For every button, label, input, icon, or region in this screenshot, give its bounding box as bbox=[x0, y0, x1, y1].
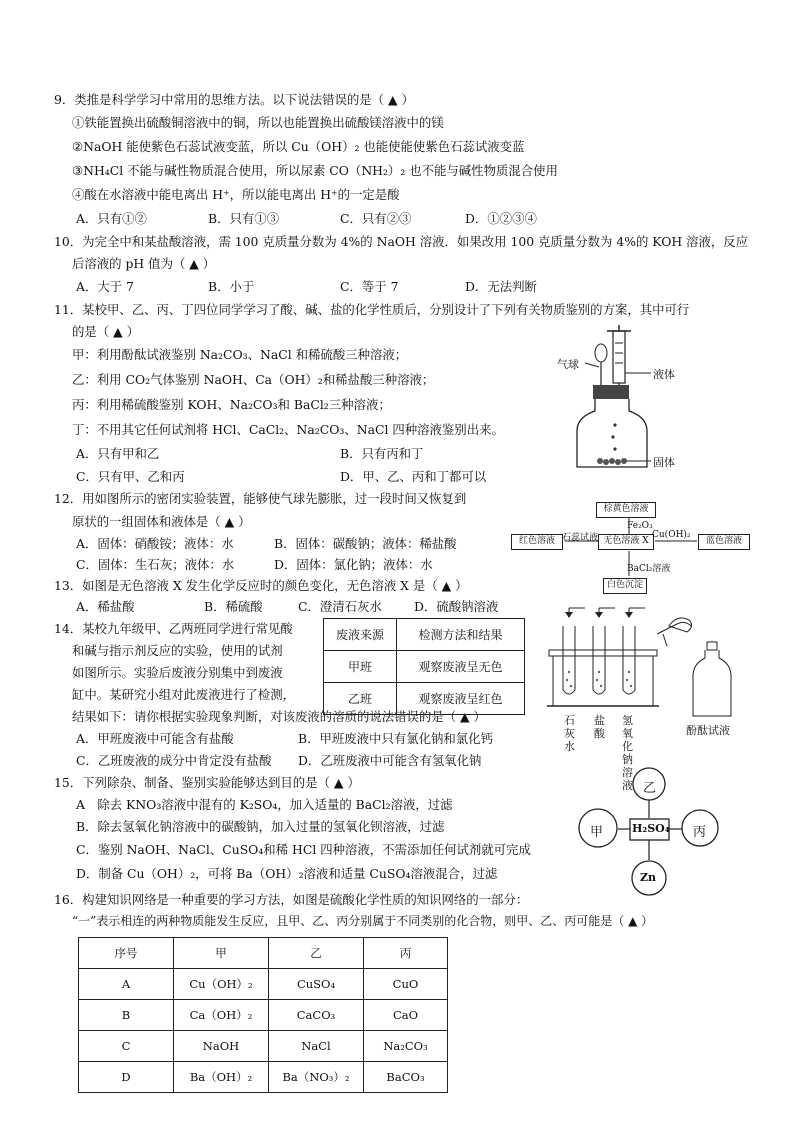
q11-option-c: C．只有甲、乙和丙 bbox=[76, 469, 185, 484]
q9-option-b: B．只有①③ bbox=[208, 211, 280, 226]
table-row bbox=[79, 1062, 448, 1093]
table-cell: Cu（OH）₂ bbox=[174, 969, 269, 1000]
q15-option-a: A 除去 KNO₃溶液中混有的 K₂SO₄，加入适量的 BaCl₂溶液，过滤 bbox=[76, 797, 453, 812]
q9-statement-1: ①铁能置换出硫酸铜溶液中的铜，所以也能置换出硫酸镁溶液中的镁 bbox=[72, 115, 444, 130]
table-cell: BaCO₃ bbox=[364, 1062, 448, 1093]
q12-option-a: A．固体：硝酸铵；液体：水 bbox=[76, 536, 234, 551]
q14-stem-line2: 和碱与指示剂反应的实验，使用的试剂 bbox=[72, 643, 283, 658]
liquid-label: 液体 bbox=[653, 368, 675, 381]
q9-statement-3: ③NH₄Cl 不能与碱性物质混合使用，所以尿素 CO（NH₂）₂ 也不能与碱性物质混合使用 bbox=[72, 163, 558, 178]
flask-apparatus-figure bbox=[555, 325, 695, 475]
q11-plan-jia: 甲：利用酚酞试液鉴别 Na₂CO₃、NaCl 和稀硫酸三种溶液； bbox=[72, 347, 408, 362]
fe2o3-label: Fe₂O₃ bbox=[627, 521, 653, 531]
q10-option-a: A．大于 7 bbox=[76, 279, 134, 294]
table-cell-result-yi: 观察废液呈红色 bbox=[397, 683, 525, 715]
q9-statement-4: ④酸在水溶液中能电离出 H⁺，所以能电离出 H⁺的一定是酸 bbox=[72, 187, 400, 202]
q12-option-d: D．固体：氯化钠；液体：水 bbox=[274, 557, 433, 572]
q12-stem-line1: 12．用如图所示的密闭实验装置，能够使气球先膨胀，过一段时间又恢复到 bbox=[54, 491, 467, 506]
table-header-cell: 甲 bbox=[174, 938, 269, 969]
q14-option-d: D．乙班废液中可能含有氢氧化钠 bbox=[298, 753, 482, 768]
q15-option-c: C．鉴别 NaOH、NaCl、CuSO₄和稀 HCl 四种溶液，不需添加任何试剂就可完成 bbox=[76, 842, 531, 857]
q10-option-c: C．等于 7 bbox=[340, 279, 399, 294]
q11-plan-ding: 丁：不用其它任何试剂将 HCl、CaCl₂、Na₂CO₃、NaCl 四种溶液鉴别出来。 bbox=[72, 422, 504, 437]
red-solution-box: 红色溶液 bbox=[511, 534, 563, 550]
table-cell: Ca（OH）₂ bbox=[174, 1000, 269, 1031]
q12-stem-line2: 原状的一组固体和液体是（ ▲ ） bbox=[72, 514, 251, 529]
q13-option-d: D．硫酸钠溶液 bbox=[414, 599, 499, 614]
q16-stem-line2: “一”表示相连的两种物质能发生反应，且甲、乙、丙分别属于不同类别的化合物，则甲、乙、丙可能是（ ▲ ） bbox=[72, 914, 654, 928]
q14-option-a: A．甲班废液中可能含有盐酸 bbox=[76, 731, 234, 746]
waste-liquid-table bbox=[323, 618, 525, 715]
table-cell: NaOH bbox=[174, 1031, 269, 1062]
q11-option-b: B．只有丙和丁 bbox=[340, 446, 424, 461]
q13-option-c: C．澄清石灰水 bbox=[298, 599, 382, 614]
q14-stem-line4: 缸中。某研究小组对此废液进行了检测， bbox=[72, 687, 296, 702]
q14-option-c: C．乙班废液的成分中肯定没有盐酸 bbox=[76, 753, 272, 768]
q11-option-d: D．甲、乙、丙和丁都可以 bbox=[340, 469, 487, 484]
table-cell: Ba（NO₃）₂ bbox=[269, 1062, 364, 1093]
phenolphthalein-label: 酚酞试液 bbox=[686, 724, 730, 737]
table-cell: CaCO₃ bbox=[269, 1000, 364, 1031]
q15-option-b: B．除去氢氧化钠溶液中的碳酸钠，加入过量的氢氧化钡溶液，过滤 bbox=[76, 819, 445, 834]
table-cell: A bbox=[79, 969, 174, 1000]
table-row bbox=[79, 1031, 448, 1062]
white-precipitate-box: 白色沉淀 bbox=[603, 578, 647, 594]
table-cell: CuO bbox=[364, 969, 448, 1000]
solid-label: 固体 bbox=[653, 456, 675, 469]
limewater-label: 石灰水 bbox=[564, 714, 575, 753]
q13-option-a: A．稀盐酸 bbox=[76, 599, 135, 614]
q10-option-b: B．小于 bbox=[208, 279, 255, 294]
table-cell: CaO bbox=[364, 1000, 448, 1031]
q9-statement-2: ②NaOH 能使紫色石蕊试液变蓝，所以 Cu（OH）₂ 也能使能使紫色石蕊试液变蓝 bbox=[72, 139, 525, 154]
node-jia: 甲 bbox=[590, 825, 604, 840]
node-h2so4: H₂SO₄ bbox=[632, 822, 670, 835]
q13-option-b: B．稀硫酸 bbox=[204, 599, 263, 614]
table-cell-class-yi: 乙班 bbox=[324, 683, 397, 715]
colorless-solution-x-box: 无色溶液 X bbox=[598, 534, 654, 550]
table-cell-class-jia: 甲班 bbox=[324, 651, 397, 683]
q9-option-d: D．①②③④ bbox=[465, 211, 537, 226]
test-tube-rack-figure bbox=[545, 606, 745, 718]
table-cell: Na₂CO₃ bbox=[364, 1031, 448, 1062]
litmus-label: 石蕊试液 bbox=[562, 533, 599, 543]
balloon-label: 气球 bbox=[557, 358, 579, 371]
node-yi: 乙 bbox=[643, 781, 657, 796]
q9-stem: 9．类推是科学学习中常用的思维方法。以下说法错误的是（ ▲ ） bbox=[54, 92, 414, 107]
cu-oh2-label: Cu(OH)₂ bbox=[652, 530, 691, 540]
table-cell: CuSO₄ bbox=[269, 969, 364, 1000]
sodium-hydroxide-label: 氢氧化钠溶液 bbox=[622, 714, 633, 792]
q14-stem-line3: 如图所示。实验后废液分别集中到废液 bbox=[72, 665, 283, 680]
q10-stem-line2: 后溶液的 pH 值为（ ▲ ） bbox=[72, 256, 216, 271]
table-header-cell: 丙 bbox=[364, 938, 448, 969]
q14-option-b: B．甲班废液中只有氯化钠和氯化钙 bbox=[298, 731, 493, 746]
table-header-cell: 乙 bbox=[269, 938, 364, 969]
table-cell: Ba（OH）₂ bbox=[174, 1062, 269, 1093]
q11-plan-yi: 乙：利用 CO₂气体鉴别 NaOH、Ca（OH）₂和稀盐酸三种溶液； bbox=[72, 372, 435, 387]
table-cell: D bbox=[79, 1062, 174, 1093]
table-cell: C bbox=[79, 1031, 174, 1062]
table-header-cell: 序号 bbox=[79, 938, 174, 969]
node-bing: 丙 bbox=[693, 825, 707, 840]
blue-solution-box: 蓝色溶液 bbox=[698, 534, 750, 550]
brown-yellow-solution-box: 棕黄色溶液 bbox=[596, 502, 656, 518]
q15-stem: 15．下列除杂、制备、鉴别实验能够达到目的是（ ▲ ） bbox=[54, 775, 360, 790]
table-header-row bbox=[79, 938, 448, 969]
q11-stem-line2: 的是（ ▲ ） bbox=[72, 324, 139, 339]
q13-stem: 13．如图是无色溶液 X 发生化学反应时的颜色变化，无色溶液 X 是（ ▲ ） bbox=[54, 578, 468, 593]
q15-option-d: D．制备 Cu（OH）₂，可将 Ba（OH）₂溶液和适量 CuSO₄溶液混合，过滤 bbox=[76, 866, 498, 881]
table-cell-result-jia: 观察废液呈无色 bbox=[397, 651, 525, 683]
table-header-source: 废液来源 bbox=[324, 619, 397, 651]
q16-stem-line1: 16．构建知识网络是一种重要的学习方法，如图是硫酸化学性质的知识网络的一部分： bbox=[54, 892, 529, 907]
q10-option-d: D．无法判断 bbox=[465, 279, 537, 294]
q16-options-table bbox=[78, 937, 448, 1093]
q9-option-c: C．只有②③ bbox=[340, 211, 412, 226]
table-header-method: 检测方法和结果 bbox=[397, 619, 525, 651]
q14-stem-line1: 14．某校九年级甲、乙两班同学进行常见酸 bbox=[54, 621, 293, 636]
bacl2-label: BaCl₂溶液 bbox=[627, 564, 671, 574]
q11-plan-bing: 丙：利用稀硫酸鉴别 KOH、Na₂CO₃和 BaCl₂三种溶液； bbox=[72, 397, 391, 412]
table-cell: B bbox=[79, 1000, 174, 1031]
node-zn: Zn bbox=[640, 871, 657, 884]
table-row bbox=[79, 1000, 448, 1031]
table-row bbox=[79, 969, 448, 1000]
hydrochloric-acid-label: 盐酸 bbox=[594, 714, 605, 740]
q11-stem-line1: 11．某校甲、乙、丙、丁四位同学学习了酸、碱、盐的化学性质后，分别设计了下列有关物质鉴别的方案，其中可行 bbox=[54, 302, 690, 317]
table-cell: NaCl bbox=[269, 1031, 364, 1062]
q11-option-a: A．只有甲和乙 bbox=[76, 446, 160, 461]
q12-option-b: B．固体：碳酸钠；液体：稀盐酸 bbox=[274, 536, 457, 551]
q14-stem-line5: 结果如下：请你根据实验现象判断，对该废液的溶质的说法错误的是（ ▲ ） bbox=[72, 709, 486, 724]
q12-option-c: C．固体：生石灰；液体：水 bbox=[76, 557, 235, 572]
q9-option-a: A．只有①② bbox=[76, 211, 147, 226]
q10-stem-line1: 10．为完全中和某盐酸溶液，需 100 克质量分数为 4%的 NaOH 溶液．如果改用 100 克质量分数为 4%的 KOH 溶液，反应 bbox=[54, 234, 749, 249]
